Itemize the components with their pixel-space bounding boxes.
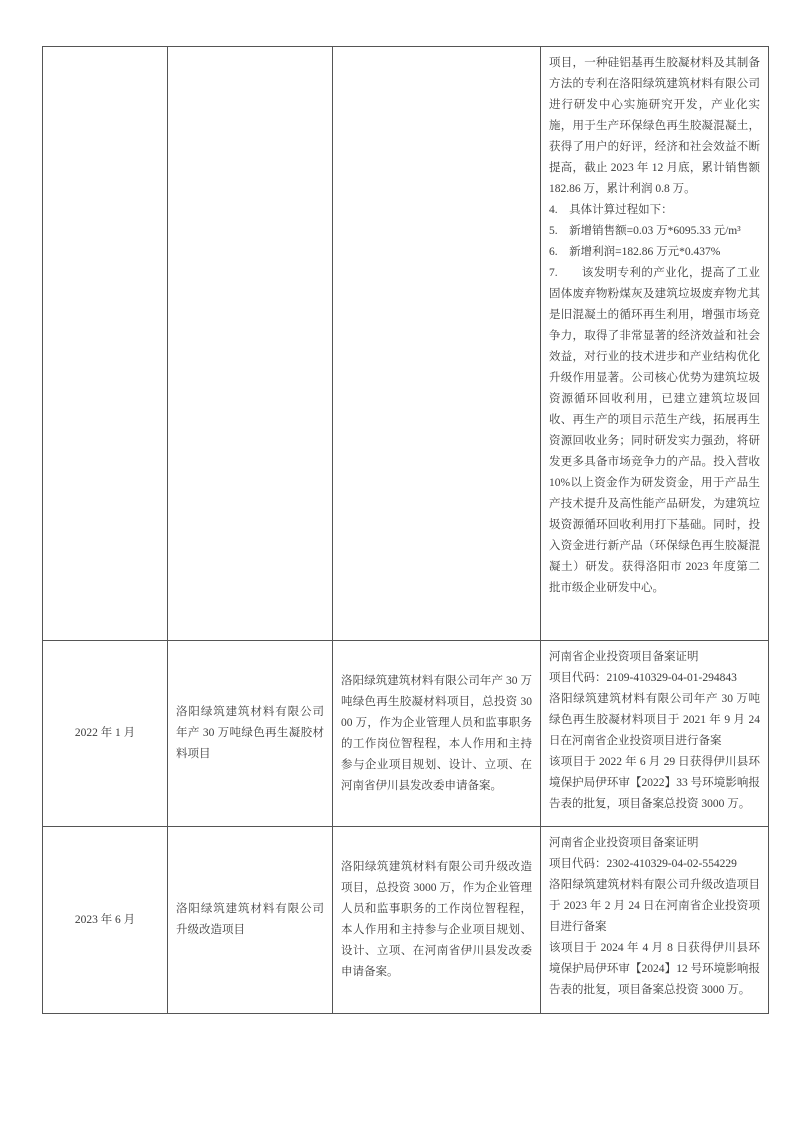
certificate-approval-text: 该项目于 2022 年 6 月 29 日获得伊川县环境保护局伊环审【2022】33 号环境影响报告表的批复，项目备案总投资 3000 万。 [549, 756, 760, 810]
role-description-text: 洛阳绿筑建筑材料有限公司年产 30 万吨绿色再生胶凝材料项目，总投资 3000 万，作为企业管理人员和监事职务的工作岗位智程程，本人作用和主持参与企业项目规划、设计、立项、在河南省伊川县发改委申请备案。 [341, 674, 532, 792]
role-description-text: 洛阳绿筑建筑材料有限公司升级改造项目，总投资 3000 万，作为企业管理人员和监事职务的工作岗位智程程，本人作用和主持参与企业项目规划、设计、立项、在河南省伊川县发改委申请备案。 [341, 861, 532, 978]
certificate-filing-text: 洛阳绿筑建筑材料有限公司升级改造项目于 2023 年 2 月 24 日在河南省企业投资项目进行备案 [549, 879, 760, 933]
cell-certificate-details [541, 47, 769, 641]
cell-date [43, 47, 168, 641]
cell-project-name [168, 641, 333, 827]
cell-date: 2023 年 6 月 [43, 827, 168, 1014]
certificate-approval-text: 该项目于 2024 年 4 月 8 日获得伊川县环境保护局伊环审【2024】12 号环境影响报告表的批复，项目备案总投资 3000 万。 [549, 942, 760, 996]
cell-certificate-details [541, 827, 769, 1014]
certificate-title: 河南省企业投资项目备案证明 [549, 651, 699, 663]
table-row-2022 [43, 641, 769, 827]
certificate-title: 河南省企业投资项目备案证明 [549, 837, 699, 849]
cell-role-description [333, 641, 541, 827]
cell-project-name [168, 827, 333, 1014]
cell-project-name [168, 47, 333, 641]
certificate-paragraph: 项目，一种硅铝基再生胶凝材料及其制备方法的专利在洛阳绿筑建筑材料有限公司进行研发中心实施研究开发，产业化实施，用于生产环保绿色再生胶凝混凝土，获得了用户的好评，经济和社会效益不断提高，截止 2023 年 12 月底，累计销售额 182.86 万，累计利润 0.8 万。 [549, 57, 760, 195]
project-records-table [42, 46, 769, 1014]
certificate-list-item: 6. 新增利润=182.86 万元*0.437% [549, 246, 721, 258]
cell-role-description [333, 47, 541, 641]
project-name-text: 洛阳绿筑建筑材料有限公司升级改造项目 [176, 903, 324, 936]
cell-certificate-details [541, 641, 769, 827]
cell-role-description [333, 827, 541, 1014]
table-row-continuation [43, 47, 769, 641]
project-name-text: 洛阳绿筑建筑材料有限公司年产 30 万吨绿色再生凝胶材料项目 [176, 706, 324, 760]
cell-date: 2022 年 1 月 [43, 641, 168, 827]
certificate-project-code: 项目代码：2302-410329-04-02-554229 [549, 858, 737, 870]
certificate-paragraph: 7. 该发明专利的产业化，提高了工业固体废弃物粉煤灰及建筑垃圾废弃物尤其是旧混凝土的循环再生利用，增强市场竞争力，取得了非常显著的经济效益和社会效益，对行业的技术进步和产业结构优化升级作用显著。公司核心优势为建筑垃圾资源循环回收利用，已建立建筑垃圾回收、再生产的项目示范生产线，拓展再生资源回收业务；同时研发实力强劲，将研发更多具备市场竞争力的产品。投入营收10%以上资金作为研发资金，用于产品生产技术提升及高性能产品研发，为建筑垃圾资源循环回收利用打下基础。同时，投入资金进行新产品（环保绿色再生胶凝混凝土）研发。获得洛阳市 2023 年度第二批市级企业研发中心。 [549, 267, 760, 594]
certificate-list-item: 4. 具体计算过程如下： [549, 204, 673, 216]
certificate-list-item: 5. 新增销售额=0.03 万*6095.33 元/m³ [549, 225, 741, 237]
certificate-project-code: 项目代码：2109-410329-04-01-294843 [549, 672, 737, 684]
certificate-filing-text: 洛阳绿筑建筑材料有限公司年产 30 万吨绿色再生胶凝材料项目于 2021 年 9 月 24 日在河南省企业投资项目进行备案 [549, 693, 760, 747]
table-row-2023 [43, 827, 769, 1014]
